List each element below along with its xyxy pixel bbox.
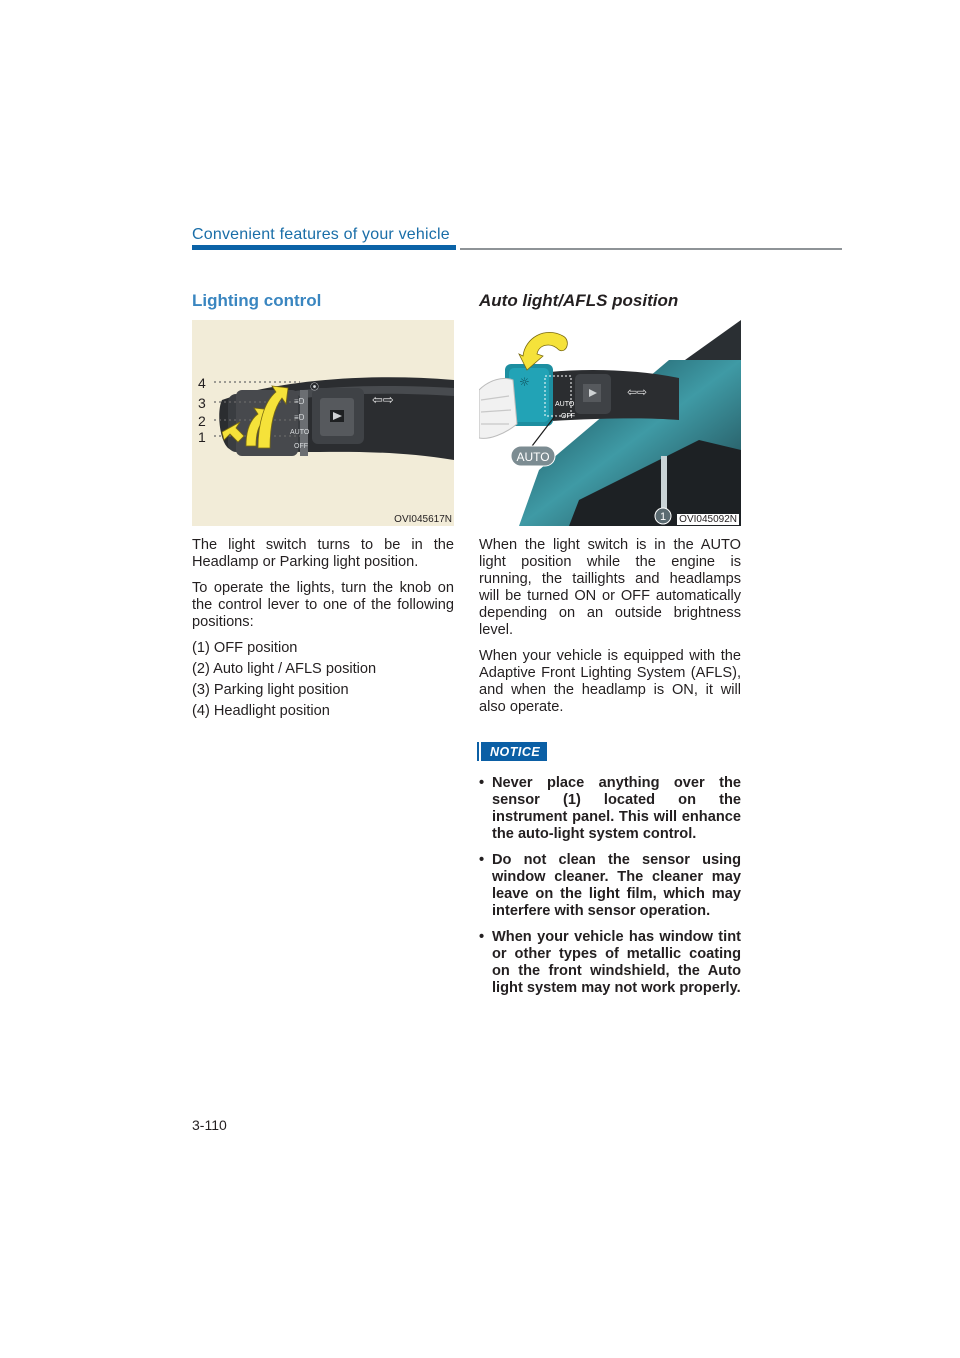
notice-bullet [479, 775, 741, 843]
position-label-3: 3 [198, 395, 206, 411]
position-label-4: 4 [198, 375, 206, 391]
bullet-dot: • [479, 852, 485, 868]
auto-light-heading: Auto light/AFLS position [479, 291, 679, 310]
svg-text:⦿: ⦿ [310, 383, 320, 393]
off-switch-label: OFF [294, 443, 308, 450]
figure-code: OVI045092N [679, 514, 737, 525]
auto-switch-label-right: AUTO [555, 401, 575, 408]
left-column [192, 290, 454, 724]
off-switch-label-right: OFF [561, 413, 575, 420]
figure-code: OVI045617N [394, 514, 452, 525]
bullet-dot: • [479, 775, 485, 791]
section-title: Convenient features of your vehicle [192, 226, 450, 243]
left-body [192, 537, 454, 720]
afls-paragraph: When your vehicle is equipped with the Adaptive Front Lighting System (AFLS), and when the headlamp is ON, it will also operate. [479, 648, 741, 715]
svg-text:⇦⇨: ⇦⇨ [372, 393, 394, 408]
position-label-1: 1 [198, 429, 206, 445]
intro-paragraph: The light switch turns to be in the Headlamp or Parking light position. [192, 537, 454, 570]
header-rule-grey [460, 248, 842, 250]
auto-light-figure [479, 320, 741, 526]
lighting-control-heading: Lighting control [192, 291, 322, 310]
position-item-3: (3) Parking light position [192, 682, 349, 698]
notice-bullet [479, 852, 741, 920]
notice-bullet-text-3: When your vehicle has window tint or other types of metallic coating on the front windshield, the Auto light system may not work properly. [492, 929, 741, 996]
auto-switch-label: AUTO [290, 429, 310, 436]
notice-badge: NOTICE [479, 742, 547, 761]
svg-text:⇦⇨: ⇦⇨ [627, 385, 648, 399]
header-rule-blue [192, 245, 456, 250]
position-item-4: (4) Headlight position [192, 703, 330, 719]
page-number: 3-110 [192, 1117, 227, 1133]
lighting-lever-figure [192, 320, 454, 526]
position-label-2: 2 [198, 413, 206, 429]
page-header [192, 224, 842, 254]
svg-text:≡D: ≡D [294, 397, 305, 406]
operate-paragraph: To operate the lights, turn the knob on the control lever to one of the following positions: [192, 580, 454, 630]
auto-position-paragraph: When the light switch is in the AUTO light position while the engine is running, the taillights and headlamps will be turned ON or OFF automatically depending on an outside brightness level. [479, 537, 741, 638]
svg-text:☼: ☼ [519, 375, 530, 389]
position-item-2: (2) Auto light / AFLS position [192, 661, 377, 677]
notice-bullet-text-1: Never place anything over the sensor (1) located on the instrument panel. This will enhance the auto-light system control. [492, 775, 741, 842]
notice-bullet [479, 929, 741, 997]
right-body [479, 537, 741, 997]
sensor-callout-label: 1 [659, 511, 667, 523]
auto-light-illustration [479, 320, 741, 526]
notice-bullet-text-2: Do not clean the sensor using window cleaner. The cleaner may leave on the light film, which may interfere with sensor operation. [492, 852, 741, 919]
right-column [479, 290, 741, 1006]
lighting-lever-illustration [192, 320, 454, 526]
auto-callout-label: AUTO [516, 450, 550, 464]
position-item-1: (1) OFF position [192, 640, 298, 656]
svg-text:≡D: ≡D [294, 413, 305, 422]
bullet-dot: • [479, 929, 485, 945]
